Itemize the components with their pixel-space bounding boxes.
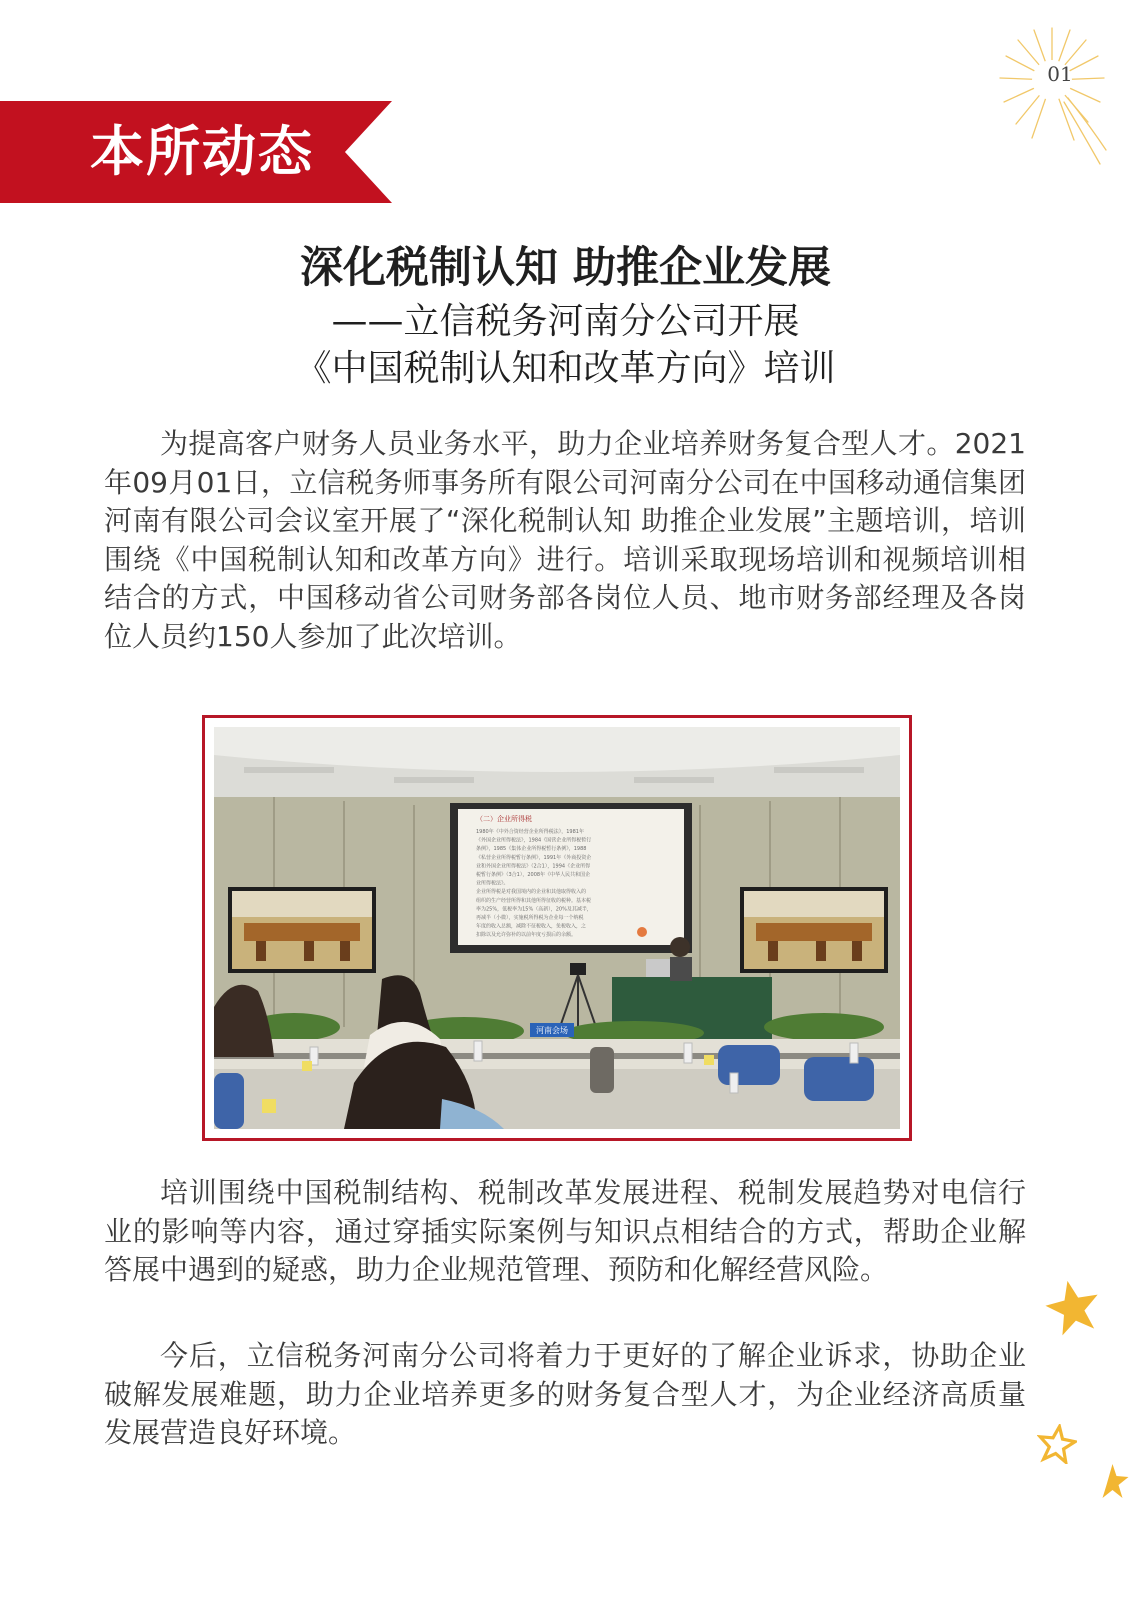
- article-subtitle-line2: 《中国税制认知和改革方向》培训: [295, 348, 836, 389]
- star-filled-icon: [1044, 1278, 1102, 1336]
- star-outline-icon: [1037, 1424, 1077, 1464]
- slide-text-line: 《私营企业所得税暂行条例》，1991年《外商投资企: [476, 854, 592, 861]
- slide-text-line: 业所得税法》。: [476, 880, 509, 887]
- slide-text-line: 率为25%，低税率为15%（高新），20%及其减半，: [476, 906, 592, 913]
- venue-sign: 河南会场: [536, 1026, 568, 1035]
- slide-text-line: 业和外国企业所得税法》（2合1），1994《企业所得: [476, 863, 591, 870]
- slide-text-line: 组织的生产经营所得和其他所得征收的税种。基本税: [476, 897, 592, 904]
- slide-text-line: 1980年《中外合资经营企业所得税法》，1981年: [476, 829, 584, 835]
- slide-heading: （二）企业所得税: [476, 815, 532, 823]
- slide-text-line: 企业所得税是对我国境内的企业和其他取得收入的: [476, 889, 587, 896]
- slide-text-line: 扣除以及允许弥补的以前年度亏损后的余额。: [476, 932, 577, 939]
- slide-text-line: 税暂行条例》（3合1），2008年《中华人民共和国企: [476, 872, 591, 878]
- article-title: 深化税制认知 助推企业发展: [300, 243, 831, 293]
- slide-text-line: 条例》，1985《集体企业所得税暂行条例》，1988: [476, 846, 587, 853]
- slide-text-line: 年度的收入总额，减除不征税收入，免税收入，之: [476, 923, 587, 930]
- article-subtitle-line1: ——立信税务河南分公司开展: [331, 301, 800, 342]
- training-photo-frame: [202, 715, 912, 1141]
- fireworks-decoration-icon: [994, 22, 1109, 172]
- paragraph-intro: 为提高客户财务人员业务水平，助力企业培养财务复合型人才。2021年09月01日，立信税务师事务所有限公司河南分公司在中国移动通信集团河南有限公司会议室开展了“深化税制认知 助推企业发展”主题培训，培训围绕《中国税制认知和改革方向》进行。培训采取现场培训和视频培训相结合的方式，中国移动省公司财务部各岗位人员、地市财务部经理及各岗位人员约150人参加了此次培训。: [104, 427, 1026, 653]
- slide-text-line: 《外国企业所得税法》，1984《国营企业所得税暂行: [476, 837, 592, 844]
- paragraph-outlook: 今后，立信税务河南分公司将着力于更好的了解企业诉求，协助企业破解发展难题，助力企业培养更多的财务复合型人才，为企业经济高质量发展营造良好环境。: [104, 1339, 1026, 1449]
- page-number: 01: [1047, 62, 1073, 86]
- section-title: 本所动态: [90, 120, 314, 183]
- star-filled-icon: [1096, 1462, 1131, 1502]
- paragraph-content: 培训围绕中国税制结构、税制改革发展进程、税制发展趋势对电信行业的影响等内容，通过穿插实际案例与知识点相结合的方式，帮助企业解答展中遇到的疑惑，助力企业规范管理、预防和化解经营风险。: [104, 1176, 1026, 1286]
- slide-text-line: 再减半（小微），实施税所得税为企业每一个纳税: [476, 915, 584, 921]
- training-photo: [214, 727, 900, 1129]
